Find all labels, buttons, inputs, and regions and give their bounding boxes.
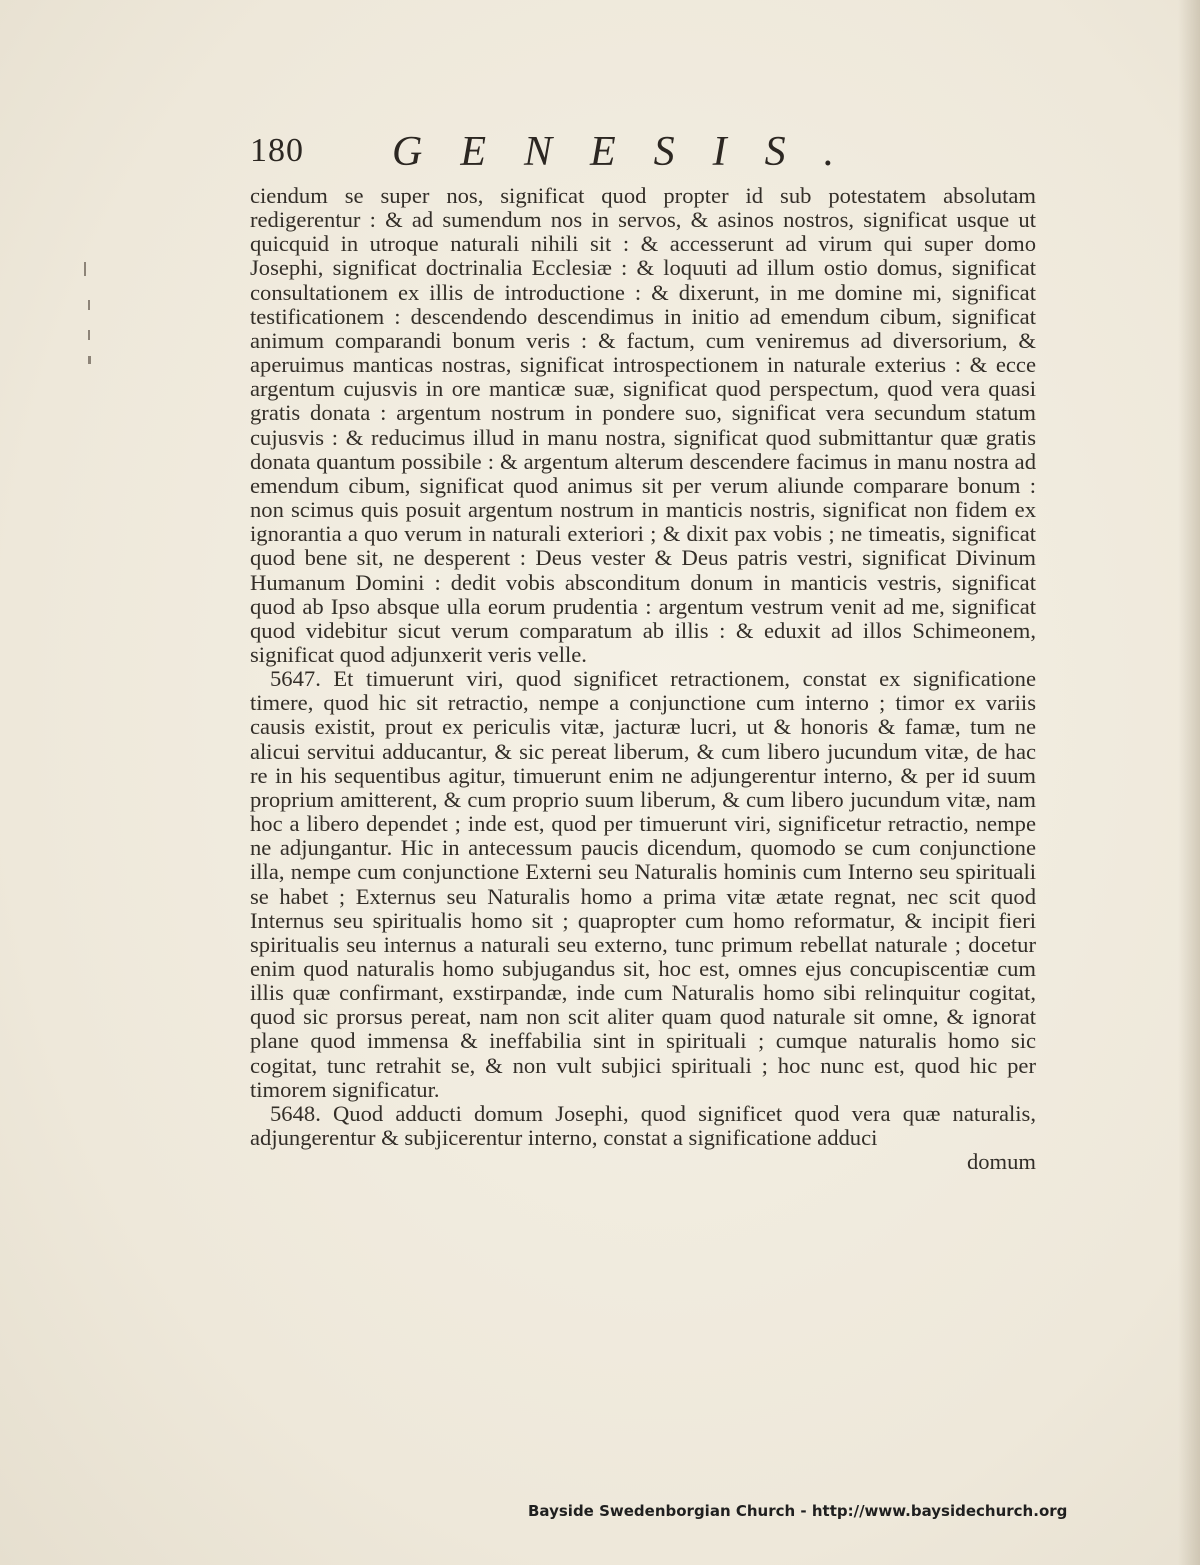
paragraph-5647: 5647. Et timuerunt viri, quod significet retractionem, constat ex significatione timere, quod hic sit retractio, nempe a conjunctione cum interno ; timor ex variis causis existit, prout ex periculis vitæ, jacturæ lucri, ut & honoris & famæ, tum ne alicui servitui adducantur, & sic pereat liberum, & cum libero jucundum vitæ, de hac re in his sequentibus agitur, timuerunt enim ne adjungerentur interno, & per id suum proprium amitterent, & cum proprio suum liberum, & cum libero jucundum vitæ, nam hoc a libero dependet ; inde est, quod per timuerunt viri, significetur retractio, nempe ne adjungantur. Hic in antecessum paucis dicendum, quomodo se cum conjunctione illa, nempe cum conjunctione Externi seu Naturalis hominis cum Interno seu spirituali se habet ; Externus seu Naturalis homo a prima vitæ ætate regnat, nec scit quod Internus seu spiritualis homo sit ; quapropter cum homo reformatur, & incipit fieri spiritualis seu internus a naturali seu externo, tunc primum rebellat naturale ; docetur enim quod naturalis homo subjugandus sit, hoc est, omnes ejus concupiscentiæ cum illis quæ confirmant, exstirpandæ, inde cum Naturalis homo sibi relinquitur cogitat, quod sic prorsus pereat, nam non scit aliter quam quod naturale sit omne, & ignorat plane quod immensa & ineffabilia sint in spirituali ; cumque naturalis homo sic cogitat, tunc retrahit se, & non vult subjici spirituali ; hoc nunc est, quod hic per timorem significatur. bbox=[250, 666, 1036, 1102]
page-gutter-shadow bbox=[1178, 0, 1200, 1565]
catchword: domum bbox=[966, 1149, 1036, 1175]
page-header bbox=[250, 128, 1040, 178]
paragraph-5648: 5648. Quod adducti domum Josephi, quod significet quod vera quæ naturalis, adjungerentur & subjicerentur interno, constat a significatione adduci bbox=[250, 1100, 1036, 1151]
left-margin-mark bbox=[88, 300, 90, 310]
page-number: 180 bbox=[250, 132, 304, 169]
left-margin-mark bbox=[88, 356, 91, 364]
scan-credit: Bayside Swedenborgian Church - http://www.baysidechurch.org bbox=[528, 1502, 1068, 1520]
body-text bbox=[250, 184, 1036, 1174]
left-margin-mark bbox=[88, 330, 90, 340]
paragraph-continuation: ciendum se super nos, significat quod propter id sub potestatem absolutam redigerentur : & ad sumendum nos in servos, & asinos nostros, significat usque ut quicquid in utroque naturali nihili sit : & accesserunt ad virum qui super domo Josephi, significat doctrinalia Ecclesiæ : & loquuti ad illum ostio domus, significat consultationem ex illis de introductione : & dixerunt, in me domine mi, significat testificationem : descendendo descendimus in initio ad emendum cibum, significat animum comparandi bonum veris : & factum, cum veniremus ad diversorium, & aperuimus manticas nostras, significat introspectionem in naturale exterius : & ecce argentum cujusvis in ore manticæ suæ, significat quod perspectum, quod vera quasi gratis donata : argentum nostrum in pondere suo, significat vera secundum statum cujusvis : & reducimus illud in manu nostra, significat quod submittantur quæ gratis donata quantum possibile : & argentum alterum descendere facimus in manu nostra ad emendum cibum, significat quod animus sit per verum aliunde comparare bonum : non scimus quis posuit argentum nostrum in manticis nostris, significat non fidem ex ignorantia a quo verum in naturali exteriori ; & dixit pax vobis ; ne timeatis, significat quod bene sit, ne desperent : Deus vester & Deus patris vestri, significat Divinum Humanum Domini : dedit vobis absconditum donum in manticis vestris, significat quod ab Ipso absque ulla eorum prudentia : argentum vestrum venit ad me, significat quod videbitur sicut verum comparatum ab illis : & eduxit ad illos Schimeonem, significat quod adjunxerit veris velle. bbox=[250, 183, 1036, 667]
running-title: GENESIS. bbox=[392, 129, 873, 175]
left-margin-mark bbox=[84, 262, 86, 276]
